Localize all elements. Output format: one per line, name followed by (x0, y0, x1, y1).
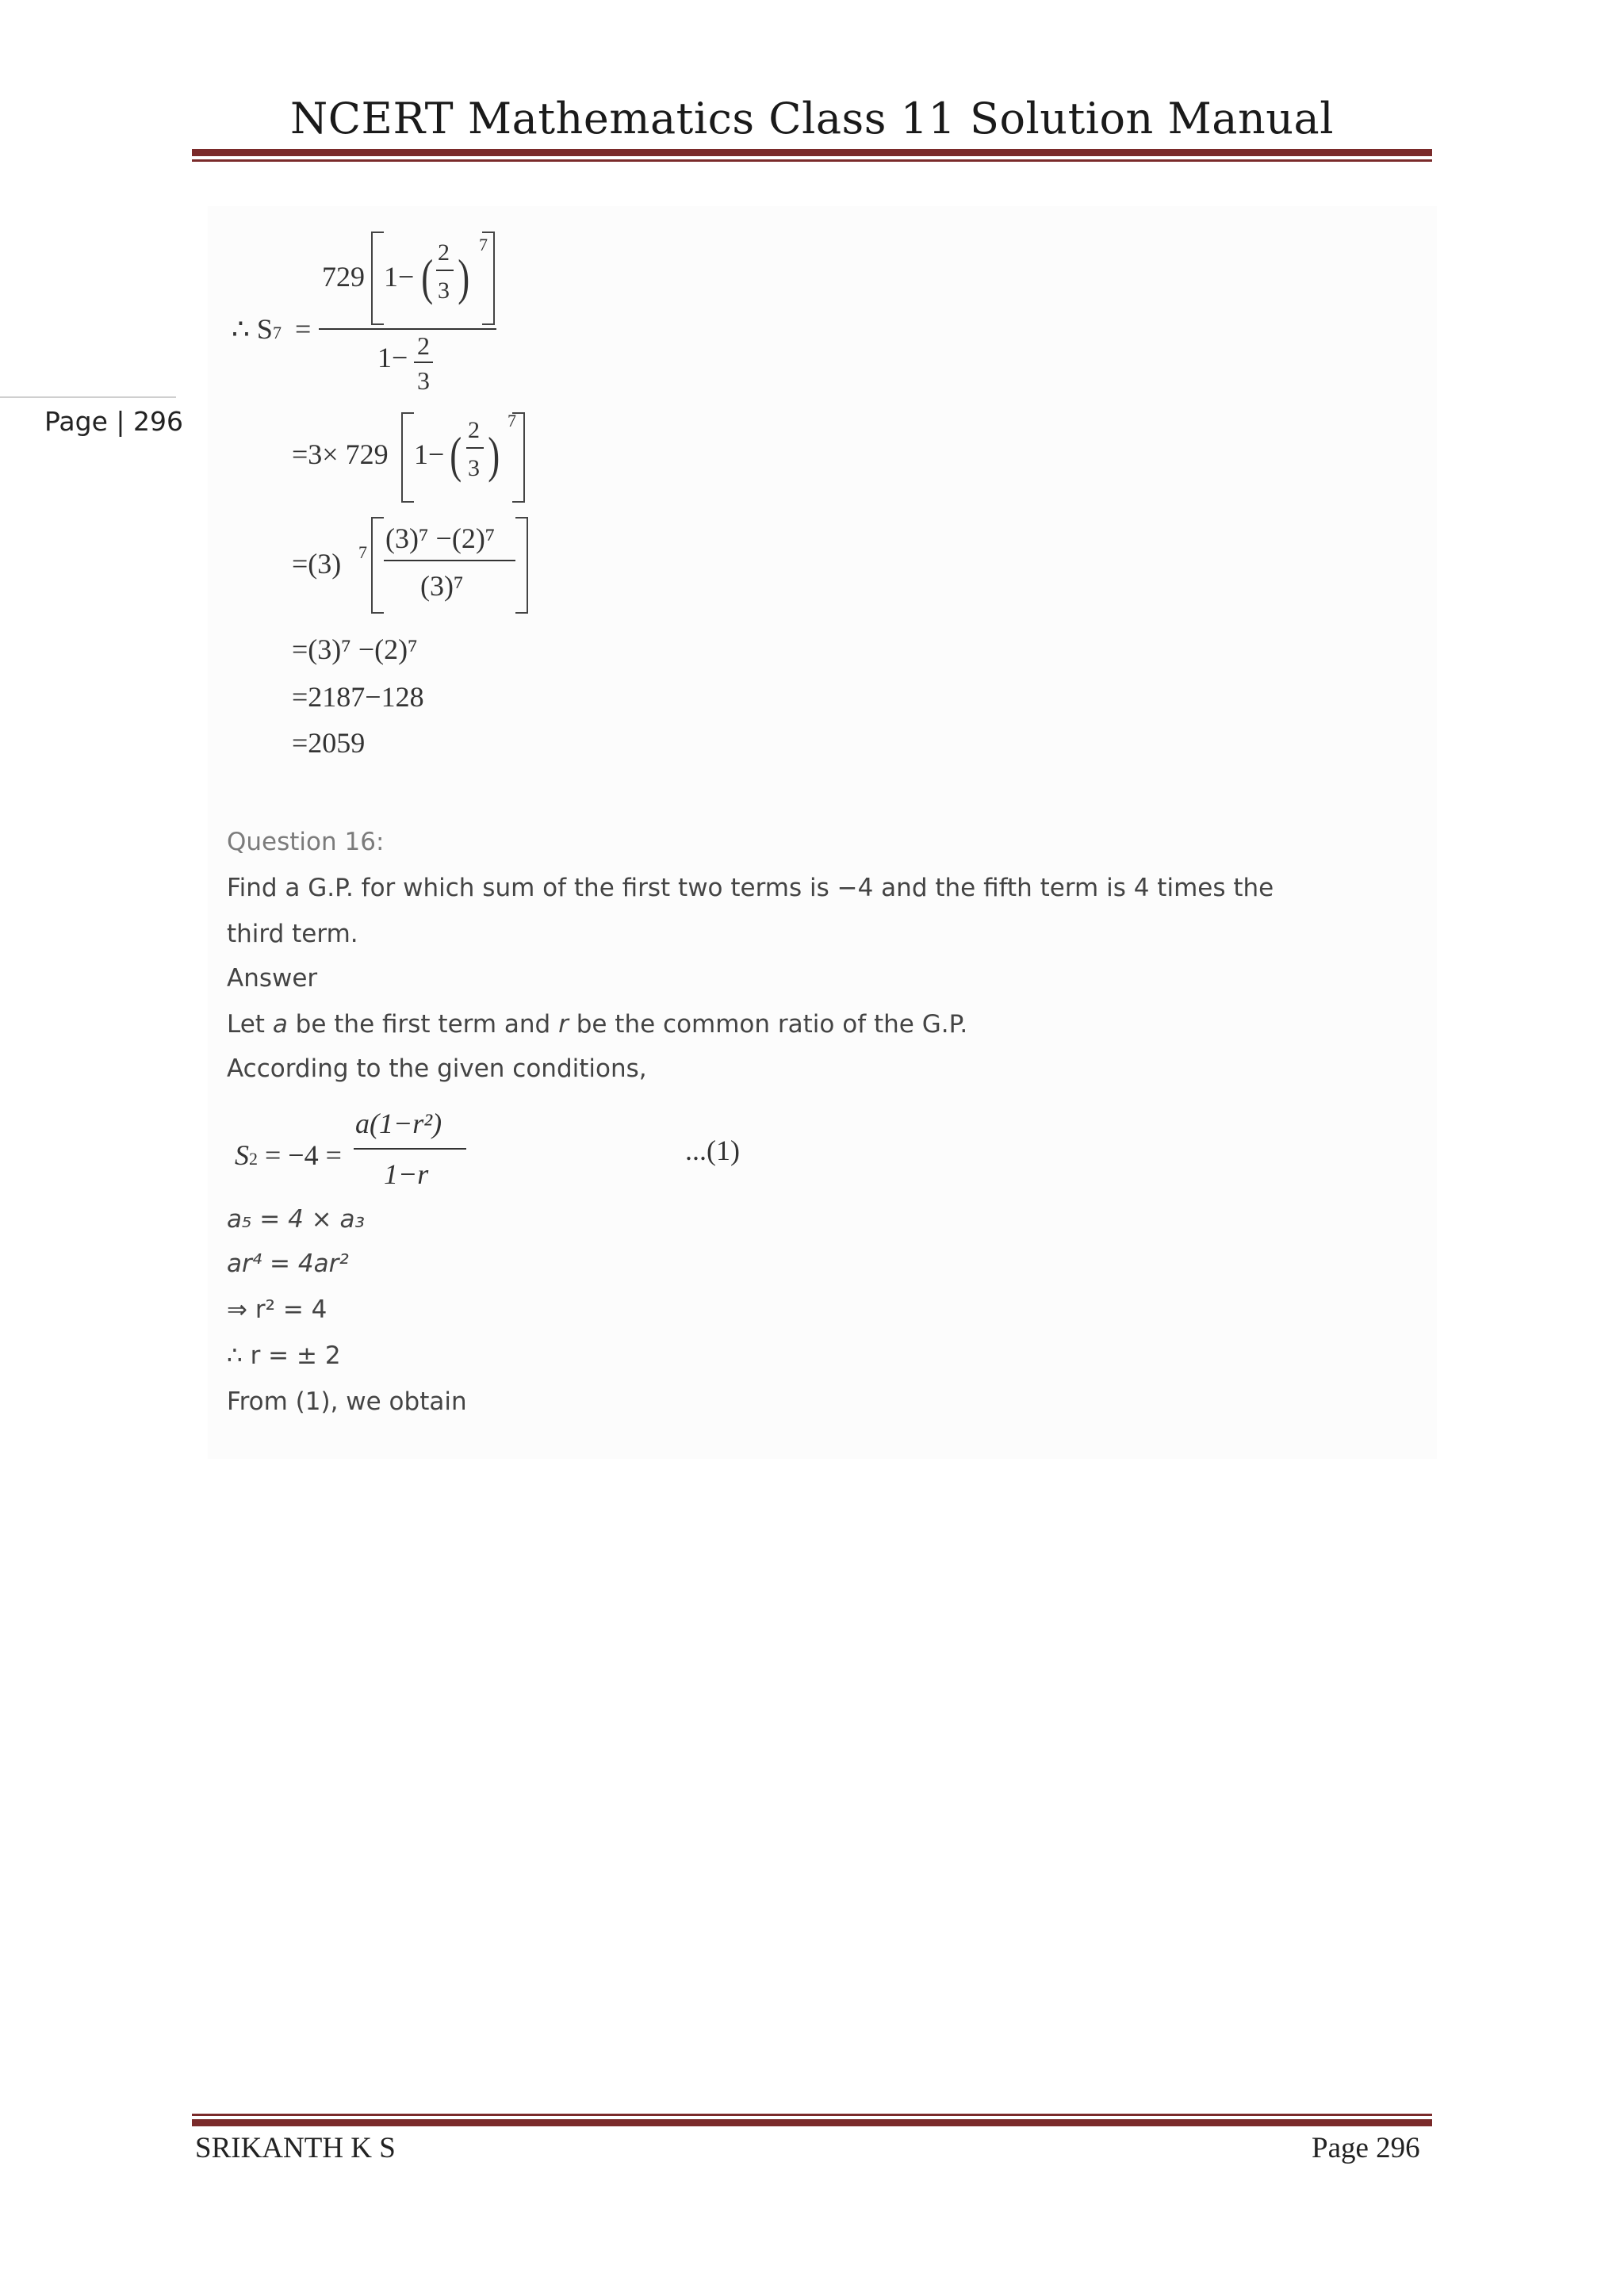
s7-sub: 7 (272, 323, 282, 342)
s7-right-bracket (482, 232, 495, 325)
question-heading: Question 16: (227, 828, 385, 856)
s7-fraction-bar (319, 328, 496, 330)
s2-den: 1−r (384, 1158, 429, 1190)
let-mid: be the first term and (287, 1010, 559, 1039)
scanned-content (208, 206, 1437, 1459)
step-line-5: =2187−128 (292, 681, 424, 713)
s2-eq: = −4 = (258, 1139, 342, 1171)
s7-exp: 7 (479, 235, 488, 254)
s7-eq: = (295, 313, 312, 345)
page-title: NCERT Mathematics Class 11 Solution Manual (289, 94, 1335, 144)
let-pre: Let (227, 1010, 273, 1039)
line-r2: ⇒ r² = 4 (227, 1295, 327, 1324)
step-2-two: 2 (468, 417, 480, 443)
from-line: From (1), we obtain (227, 1387, 467, 1416)
s2-num: a(1−r²) (355, 1108, 442, 1139)
s2-sub: 2 (249, 1149, 258, 1169)
step-3-den: (3)⁷ (420, 570, 464, 602)
s7-lhs: ∴ S (232, 313, 273, 345)
step-2-prefix: =3× 729 (292, 438, 389, 470)
question-text-line-1: Find a G.P. for which sum of the first two terms is −4 and the fifth term is 4 times the (227, 874, 1274, 902)
step-2-three: 3 (468, 455, 480, 481)
answer-label: Answer (227, 964, 318, 993)
let-post: be the common ratio of the G.P. (568, 1010, 968, 1039)
margin-page-label: Page | 296 (44, 406, 183, 437)
question-text-line-2: third term. (227, 920, 358, 948)
footer-rule (192, 2114, 1432, 2126)
step-3-num: (3)⁷ −(2)⁷ (385, 522, 496, 554)
header-rule (192, 149, 1432, 162)
s7-frac-three: 3 (438, 277, 450, 304)
line-r: ∴ r = ± 2 (227, 1341, 341, 1370)
s7-left-bracket (371, 232, 384, 325)
s7-frac-two: 2 (438, 239, 450, 266)
line-ar4: ar⁴ = 4ar² (227, 1249, 349, 1278)
step-2-exp: 7 (508, 411, 516, 430)
step-line-4: =(3)⁷ −(2)⁷ (292, 633, 418, 665)
s7-one-minus: 1− (384, 261, 415, 293)
conditions-line: According to the given conditions, (227, 1054, 647, 1083)
let-line (227, 1010, 967, 1039)
s7-den-one-minus: 1− (377, 342, 408, 373)
equation-ref-1: ...(1) (685, 1135, 740, 1166)
s2-fraction-bar (354, 1148, 466, 1150)
s7-den-two: 2 (417, 331, 430, 360)
footer-page-number: Page 296 (1312, 2132, 1420, 2164)
let-r: r (558, 1010, 569, 1039)
margin-divider (0, 396, 176, 398)
step-2-one-minus: 1− (414, 438, 445, 470)
line-a5: a₅ = 4 × a₃ (227, 1205, 365, 1234)
s2-lhs: S (235, 1139, 249, 1171)
footer-author: SRIKANTH K S (195, 2132, 396, 2164)
step-3-prefix: =(3) (292, 548, 342, 580)
s7-den-three: 3 (417, 366, 430, 395)
let-a: a (272, 1010, 288, 1039)
step-3-exp: 7 (358, 542, 367, 562)
s7-num-729: 729 (322, 261, 365, 293)
step-line-6: =2059 (292, 727, 366, 759)
